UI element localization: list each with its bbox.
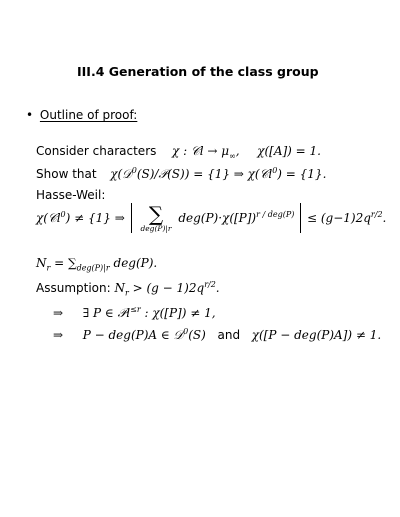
show-text: Show that — [36, 167, 97, 181]
implication-formula-2b: χ([P − deg(P)A]) ≠ 1. — [251, 328, 382, 342]
consider-line — [36, 144, 321, 159]
outline-label: Outline of proof: — [39, 108, 138, 122]
formula-lhs: χ(𝒞l$^0$) ≠ {1} ⇒ — [36, 209, 125, 225]
assumption-formula: $N_r > (g - 1)2q^{r/2}$. — [114, 280, 220, 298]
nr-definition: $N_r = \sum_{deg(P)|r}$ deg(P). — [36, 256, 158, 273]
character-map-formula: χ : 𝒞l → $\mu_\infty$, — [172, 144, 240, 161]
formula-rhs: ≤ $(g-1)2q^{r/2}$. — [307, 210, 387, 225]
assumption-text: Assumption: — [36, 281, 111, 295]
abs-bar-left — [131, 203, 132, 233]
implication-line-1 — [53, 306, 216, 321]
sum-index: deg(P)|r — [140, 223, 172, 233]
implies-arrow-1: ⇒ — [53, 306, 64, 320]
show-formula: χ(𝒟$^0$(S)/𝒫(S)) = {1} ⇒ χ(𝒞l$^0$) = {1}. — [110, 166, 327, 181]
outline-bullet — [26, 108, 137, 122]
consider-text: Consider characters — [36, 144, 157, 158]
slide-title: III.4 Generation of the class group — [77, 64, 319, 79]
sum-symbol: ∑ — [148, 201, 164, 226]
abs-bar-right — [300, 203, 301, 233]
implies-arrow-2: ⇒ — [53, 328, 64, 342]
assumption-line — [36, 280, 220, 298]
sum-term: $deg(P)\cdot\chi([P])^{r / deg(P)}$ — [178, 210, 295, 225]
bullet-dot: • — [26, 108, 34, 122]
and-word: and — [217, 328, 241, 342]
implication-line-2 — [53, 328, 381, 343]
implication-formula-1: ∃ P ∈ 𝒫l$^{\le r}$ : χ([P]) ≠ 1, — [82, 305, 216, 320]
show-line — [36, 167, 326, 182]
implication-formula-2a: P − deg(P)A ∈ 𝒟$^0$(S) — [82, 327, 206, 342]
hasse-weil-formula — [36, 203, 386, 243]
character-condition-formula: χ([A]) = 1. — [257, 144, 321, 158]
hasse-weil-label: Hasse-Weil: — [36, 188, 106, 202]
sum-operator — [140, 201, 172, 233]
